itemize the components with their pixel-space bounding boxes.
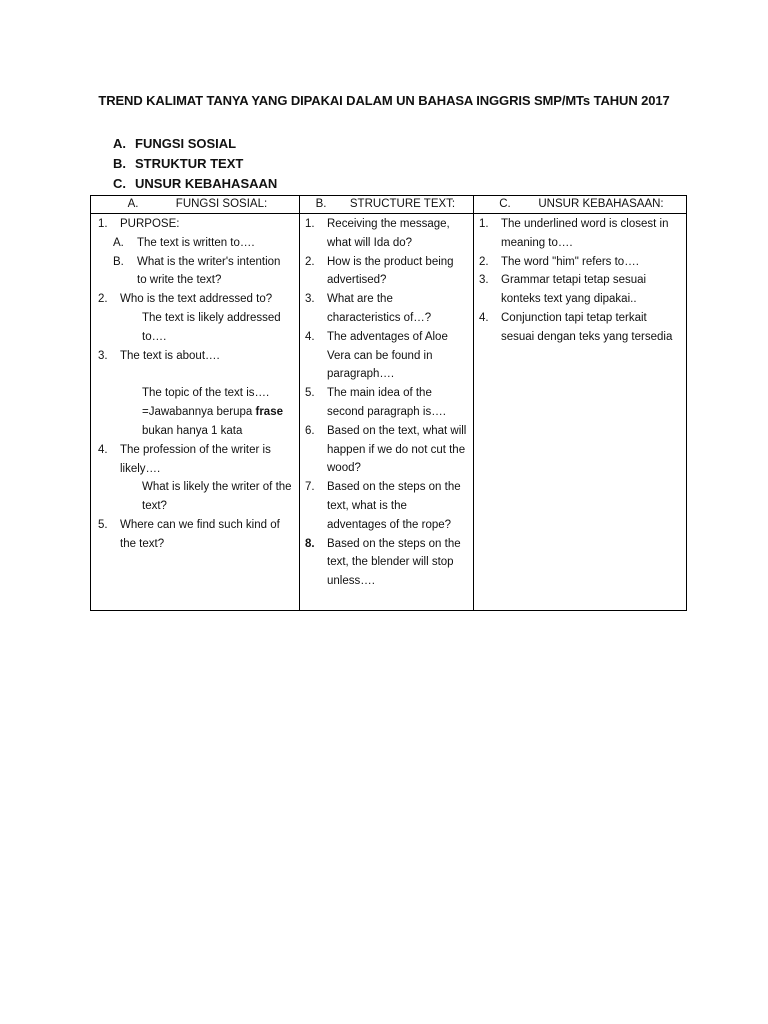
item-number: 4. <box>479 311 489 324</box>
question-trend-table <box>90 195 687 611</box>
list-item <box>91 516 299 554</box>
item-text: PURPOSE: <box>120 218 180 230</box>
item-number: 3. <box>305 293 315 306</box>
item-number: 4. <box>98 443 108 456</box>
list-item <box>91 215 299 234</box>
item-text: Grammar tetapi tetap sesuai konteks text yang dipakai.. <box>501 274 647 306</box>
section-label: STRUKTUR TEXT <box>135 155 244 171</box>
item-number: 2. <box>479 255 489 268</box>
item-text: Where can we find such kind of the text? <box>120 518 280 550</box>
item-number: 2. <box>98 293 108 306</box>
item-number: 8. <box>305 537 315 550</box>
item-text: The profession of the writer is likely…. <box>120 443 271 475</box>
list-item <box>300 478 473 534</box>
item-text: What are the characteristics of…? <box>327 293 432 324</box>
item-note <box>91 403 299 441</box>
header-letter: B. <box>315 198 327 210</box>
item-number: 3. <box>479 274 489 287</box>
list-item <box>474 271 686 309</box>
item-extra: The topic of the text is…. <box>142 387 270 400</box>
item-number: 7. <box>305 481 315 494</box>
item-text: Based on the text, what will happen if we do not cut the wood? <box>327 424 467 475</box>
list-item <box>474 215 686 253</box>
note-suffix: bukan hanya 1 kata <box>142 424 243 437</box>
header-label: UNSUR KEBAHASAAN: <box>538 198 664 210</box>
section-list <box>113 133 277 193</box>
item-number: 1. <box>305 218 315 230</box>
list-item <box>300 215 473 253</box>
item-text: Based on the steps on the text, what is the adventages of the rope? <box>327 481 461 531</box>
list-item <box>300 535 473 591</box>
item-text: Receiving the message, what will Ida do? <box>327 218 450 249</box>
list-item <box>91 253 299 291</box>
section-item-unsur-kebahasaan <box>113 173 277 193</box>
item-text: Based on the steps on the text, the blender will stop unless…. <box>327 537 461 588</box>
item-text: How is the product being advertised? <box>327 255 454 287</box>
item-extra: What is likely the writer of the text? <box>142 481 292 513</box>
item-extra: The text is likely addressed to…. <box>142 311 281 343</box>
item-text: The underlined word is closest in meaning to…. <box>501 218 669 249</box>
item-letter: A. <box>113 236 124 249</box>
item-text: The main idea of the second paragraph is…. <box>327 387 446 418</box>
table-header-row <box>91 196 687 214</box>
item-number: 5. <box>98 518 108 531</box>
header-unsur-kebahasaan <box>474 196 687 214</box>
list-item <box>300 422 473 478</box>
list-item <box>300 384 473 422</box>
item-text: What is the writer's intention to write the text? <box>137 255 281 287</box>
header-fungsi-sosial <box>91 196 300 214</box>
header-letter: A. <box>127 198 139 210</box>
header-label: STRUCTURE TEXT: <box>349 198 456 210</box>
item-number: 1. <box>479 218 489 230</box>
item-text: The text is about…. <box>120 349 220 362</box>
section-item-struktur-text <box>113 153 277 173</box>
item-letter: B. <box>113 255 124 268</box>
document-title: TREND KALIMAT TANYA YANG DIPAKAI DALAM UN BAHASA INGGRIS SMP/MTs TAHUN 2017 <box>98 93 670 108</box>
list-item <box>474 253 686 272</box>
section-label: FUNGSI SOSIAL <box>135 135 237 151</box>
list-item <box>474 309 686 347</box>
section-label: UNSUR KEBAHASAAN <box>135 175 278 191</box>
structure-text-cell <box>300 214 474 611</box>
list-item <box>91 441 299 479</box>
section-item-fungsi-sosial <box>113 133 277 153</box>
item-text: The adventages of Aloe Vera can be found in paragraph…. <box>327 330 448 381</box>
header-label: FUNGSI SOSIAL: <box>175 198 268 210</box>
item-number: 4. <box>305 330 315 343</box>
item-number: 6. <box>305 424 315 437</box>
item-number: 1. <box>98 218 108 230</box>
item-text: Who is the text addressed to? <box>120 293 273 306</box>
fungsi-sosial-cell <box>91 214 300 611</box>
list-item <box>91 290 299 309</box>
item-number: 2. <box>305 255 315 268</box>
item-text: The text is written to…. <box>137 236 255 249</box>
note-bold: frase <box>255 406 283 419</box>
item-number: 3. <box>98 349 108 362</box>
section-letter: A. <box>113 135 126 151</box>
item-text: The word "him" refers to…. <box>501 255 639 268</box>
note-prefix: =Jawabannya berupa <box>142 406 253 419</box>
list-item <box>300 328 473 384</box>
list-item <box>300 290 473 328</box>
section-letter: C. <box>113 175 126 191</box>
item-number: 5. <box>305 387 315 400</box>
list-item <box>91 347 299 366</box>
section-letter: B. <box>113 155 126 171</box>
table-row <box>91 214 687 611</box>
unsur-kebahasaan-cell <box>474 214 687 611</box>
header-structure-text <box>300 196 474 214</box>
list-item <box>300 253 473 291</box>
header-letter: C. <box>499 198 511 210</box>
list-item <box>91 234 299 253</box>
item-text: Conjunction tapi tetap terkait sesuai dengan teks yang tersedia <box>501 311 673 343</box>
